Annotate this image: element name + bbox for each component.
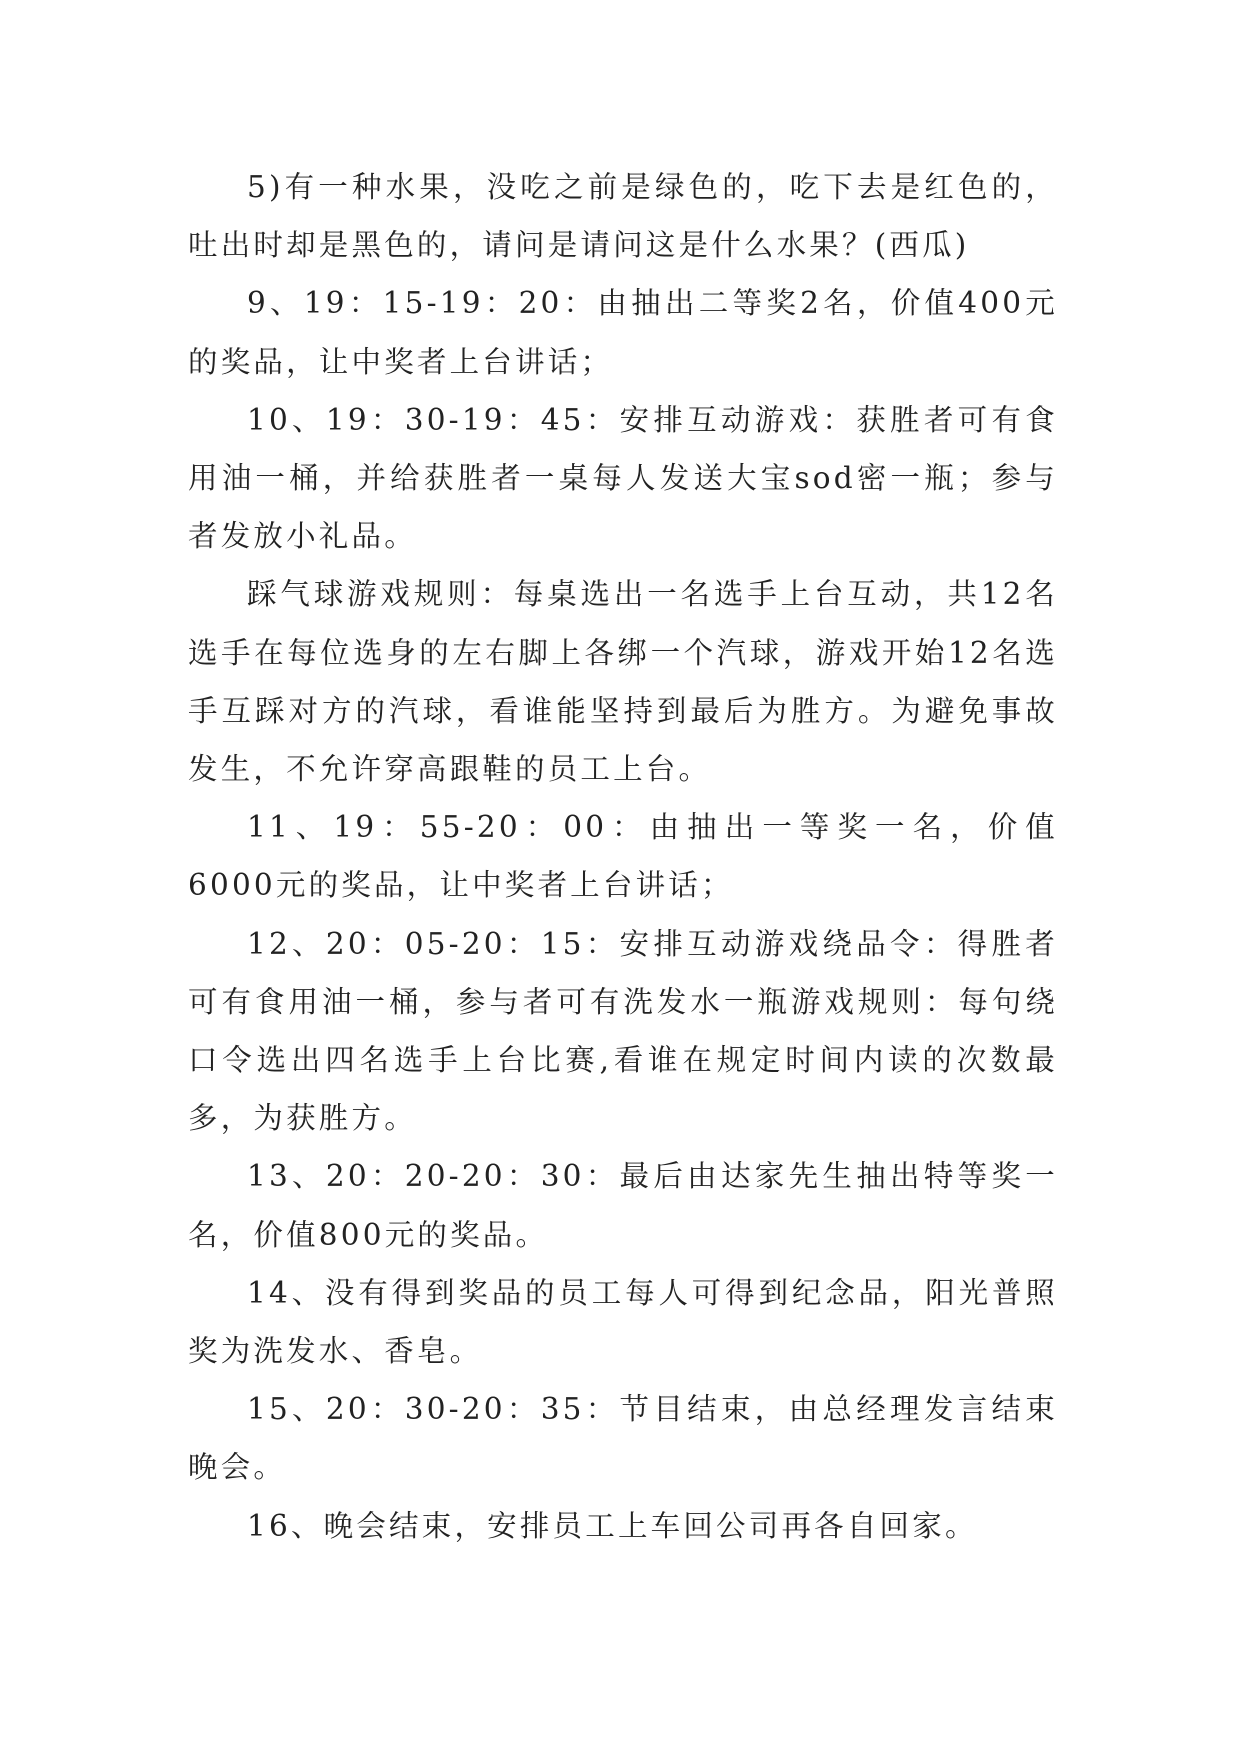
paragraph-item-13: 13、20：20-20：30：最后由达家先生抽出特等奖一名，价值800元的奖品。 (188, 1159, 1058, 1252)
paragraph-balloon-game-rules: 踩气球游戏规则：每桌选出一名选手上台互动，共12名选手在每位选身的左右脚上各绑一个汽球，游戏开始12名选手互踩对方的汽球，看谁能坚持到最后为胜方。为避免事故发生，不允许穿高跟鞋的员工上台。 (188, 577, 1058, 787)
document-body (188, 158, 1058, 1555)
paragraph-item-15: 15、20：30-20：35：节目结束，由总经理发言结束晚会。 (188, 1392, 1058, 1485)
paragraph-riddle-watermelon: 5)有一种水果，没吃之前是绿色的，吃下去是红色的，吐出时却是黑色的，请问是请问这是什么水果？(西瓜) (188, 170, 1058, 263)
paragraph-item-10: 10、19：30-19：45：安排互动游戏：获胜者可有食用油一桶，并给获胜者一桌每人发送大宝sod密一瓶；参与者发放小礼品。 (188, 402, 1058, 554)
paragraph-item-14: 14、没有得到奖品的员工每人可得到纪念品，阳光普照奖为洗发水、香皂。 (188, 1275, 1058, 1369)
paragraph-item-12: 12、20：05-20：15：安排互动游戏绕品令：得胜者可有食用油一桶，参与者可有洗发水一瓶游戏规则：每句绕口令选出四名选手上台比赛,看谁在规定时间内读的次数最多，为获胜方。 (188, 926, 1058, 1136)
paragraph-item-11: 11、19：55-20：00：由抽出一等奖一名，价值6000元的奖品，让中奖者上台讲话； (188, 810, 1058, 903)
paragraph-item-16: 16、晚会结束，安排员工上车回公司再各自回家。 (247, 1508, 978, 1543)
paragraph-item-9: 9、19：15-19：20：由抽出二等奖2名，价值400元的奖品，让中奖者上台讲话； (188, 286, 1058, 379)
